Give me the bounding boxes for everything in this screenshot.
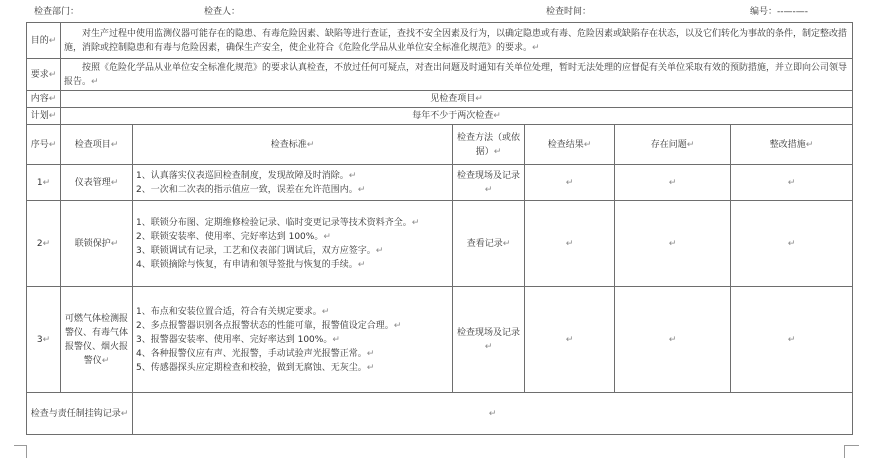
col-header-method: 检查方法（或依据）↵ (453, 125, 525, 165)
content-label-cell: 内容↵ (27, 91, 61, 108)
table-row (27, 287, 853, 393)
col-header-measure: 整改措施↵ (731, 125, 853, 165)
row-result: ↵ (525, 287, 615, 393)
requirement-row (27, 59, 853, 91)
requirement-label-cell: 要求↵ (27, 59, 61, 91)
table-row (27, 165, 853, 201)
row-problem: ↵ (615, 165, 731, 201)
row-standard: 1、认真落实仪表巡回检查制度，发现故障及时消除。↵ 2、一次和二次表的指示值应一致，误差在允许范围内。↵ (133, 165, 453, 201)
row-no: 3↵ (27, 287, 61, 393)
inspection-dept-label: 检查部门： (34, 7, 80, 17)
row-item: 联锁保护↵ (61, 201, 133, 287)
row-method: 查看记录↵ (453, 201, 525, 287)
purpose-label-cell: 目的↵ (27, 23, 61, 59)
row-problem: ↵ (615, 287, 731, 393)
row-method: 检查现场及记录↵ (453, 287, 525, 393)
form-header (0, 4, 879, 20)
purpose-row (27, 23, 853, 59)
col-header-no: 序号↵ (27, 125, 61, 165)
inspection-form-table (26, 22, 853, 435)
requirement-text-cell: 按照《危险化学品从业单位安全标准化规范》的要求认真检查，不放过任何可疑点，对查出问题及时通知有关单位处理，暂时无法处理的应督促有关单位采取有效的预防措施，并立即向公司领导报告。↵ (61, 59, 853, 91)
row-measure: ↵ (731, 287, 853, 393)
row-item: 仪表管理↵ (61, 165, 133, 201)
footer-value-cell: ↵ (133, 393, 853, 435)
row-method: 检查现场及记录↵ (453, 165, 525, 201)
row-no: 1↵ (27, 165, 61, 201)
content-text-cell: 见检查项目↵ (61, 91, 853, 108)
inspector-label: 检查人： (204, 7, 241, 17)
table-row (27, 201, 853, 287)
row-standard: 1、布点和安装位置合适，符合有关规定要求。↵ 2、多点报警器识别各点报警状态的性能可靠，报警值设定合理。↵ 3、报警器安装率、使用率、完好率达到 100%。↵ 4、各种报警仪应有声、光报警，手动试验声光报警正常。↵ 5、传感器探头应定期检查和校验，做到无腐蚀、无灰尘。↵ (133, 287, 453, 393)
row-no: 2↵ (27, 201, 61, 287)
form-number: 编号：--—-—- (750, 7, 809, 17)
column-header-row (27, 125, 853, 165)
footer-label-cell: 检查与责任制挂钩记录↵ (27, 393, 133, 435)
col-header-problem: 存在问题↵ (615, 125, 731, 165)
plan-text-cell: 每年不少于两次检查↵ (61, 108, 853, 125)
row-problem: ↵ (615, 201, 731, 287)
footer-row (27, 393, 853, 435)
plan-label-cell: 计划↵ (27, 108, 61, 125)
row-measure: ↵ (731, 165, 853, 201)
col-header-result: 检查结果↵ (525, 125, 615, 165)
page-corner-mark-right (844, 445, 859, 458)
row-result: ↵ (525, 165, 615, 201)
plan-row (27, 108, 853, 125)
content-row (27, 91, 853, 108)
row-item: 可燃气体检测报警仪、有毒气体报警仪、烟火报警仪↵ (61, 287, 133, 393)
row-standard: 1、联锁分布图、定期维修检验记录、临时变更记录等技术资料齐全。↵ 2、联锁安装率、使用率、完好率达到 100%。↵ 3、联锁调试有记录，工艺和仪表部门调试后，双方应签字。↵ 4、联锁摘除与恢复，有申请和领导签批与恢复的手续。↵ (133, 201, 453, 287)
row-measure: ↵ (731, 201, 853, 287)
purpose-text-cell: 对生产过程中使用监测仪器可能存在的隐患、有毒危险因素、缺陷等进行查证，查找不安全因素及行为，以确定隐患或有毒、危险因素或缺陷存在状态，以及它们转化为事故的条件，制定整改措施，消除或控制隐患和有毒与危险因素，确保生产安全，使企业符合《危险化学品从业单位安全标准化规范》的要求。↵ (61, 23, 853, 59)
row-result: ↵ (525, 201, 615, 287)
col-header-standard: 检查标准↵ (133, 125, 453, 165)
col-header-item: 检查项目↵ (61, 125, 133, 165)
page-corner-mark-left (14, 445, 27, 458)
inspection-time-label: 检查时间： (546, 7, 592, 17)
